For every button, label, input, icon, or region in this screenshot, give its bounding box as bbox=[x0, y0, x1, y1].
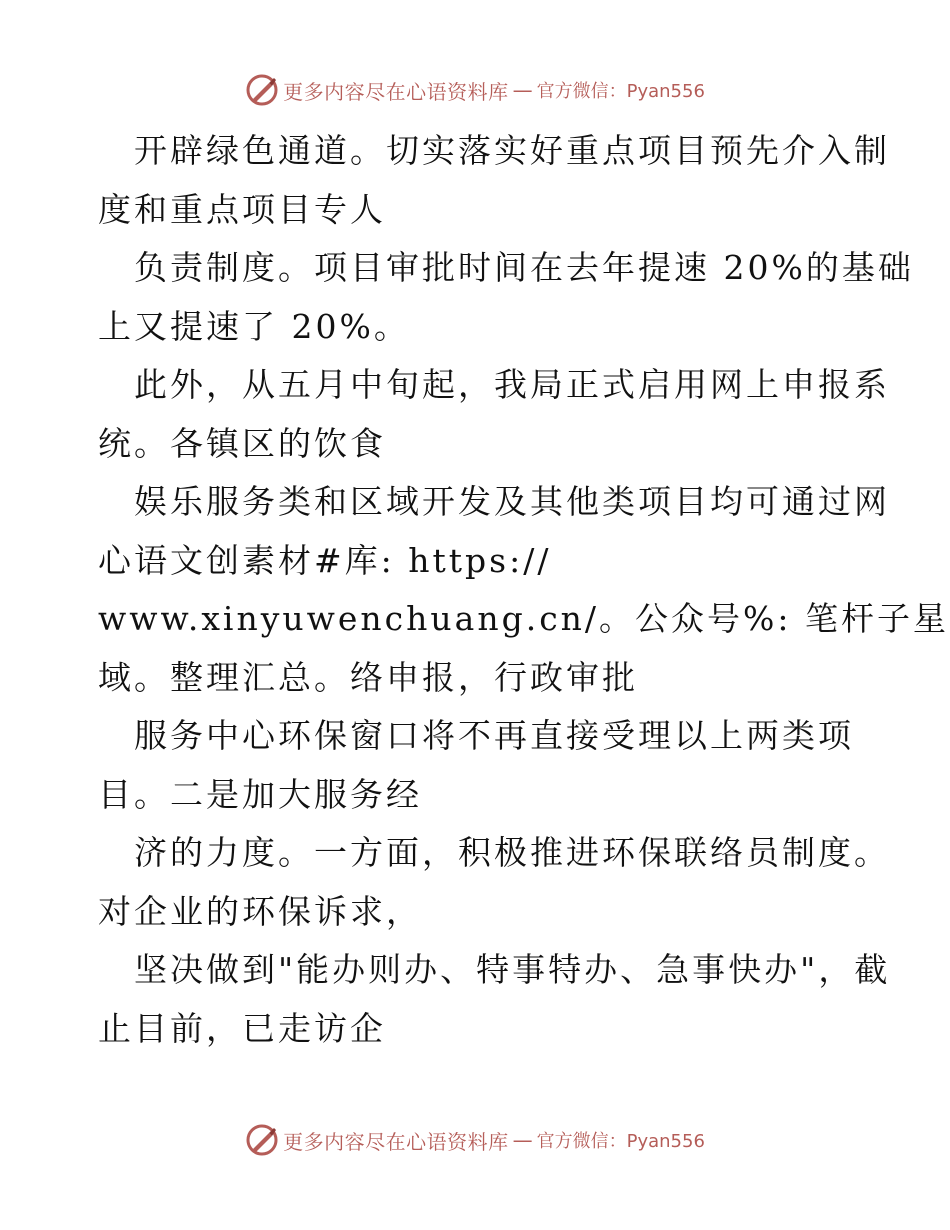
text-line: 目。二是加大服务经 bbox=[98, 774, 422, 814]
header-wechat: 官方微信：Pyan556 bbox=[536, 81, 705, 102]
text-line: 对企业的环保诉求， bbox=[98, 891, 422, 931]
header-text: 更多内容尽在心语资料库 bbox=[283, 79, 509, 104]
header-banner bbox=[0, 70, 950, 110]
footer-wechat: 官方微信：Pyan556 bbox=[536, 1131, 705, 1152]
text-line: 坚决做到"能办则办、特事特办、急事快办"，截 bbox=[134, 950, 891, 989]
text-line: 负责制度。项目审批时间在去年提速 20%的基础 bbox=[134, 248, 914, 287]
text-line: 此外，从五月中旬起，我局正式启用网上申报系 bbox=[134, 365, 890, 404]
text-line: 统。各镇区的饮食 bbox=[98, 423, 386, 463]
text-line: 服务中心环保窗口将不再直接受理以上两类项 bbox=[134, 716, 854, 755]
footer-text: 更多内容尽在心语资料库 bbox=[283, 1129, 509, 1154]
text-line: 心语文创素材#库: https:// bbox=[98, 540, 552, 580]
document-body bbox=[98, 122, 950, 1058]
text-line: 开辟绿色通道。切实落实好重点项目预先介入制 bbox=[134, 131, 890, 170]
text-line: 止目前，已走访企 bbox=[98, 1008, 386, 1048]
pen-logo-icon bbox=[245, 1123, 279, 1157]
header-separator: — bbox=[512, 78, 533, 102]
footer-banner bbox=[0, 1120, 950, 1160]
text-line: 度和重点项目专人 bbox=[98, 189, 386, 229]
text-line: www.xinyuwenchuang.cn/。公众号%: 笔杆子星 bbox=[98, 599, 950, 638]
text-line: 域。整理汇总。络申报，行政审批 bbox=[98, 657, 638, 697]
pen-logo-icon bbox=[245, 73, 279, 107]
text-line: 济的力度。一方面，积极推进环保联络员制度。 bbox=[134, 833, 890, 872]
text-line: 娱乐服务类和区域开发及其他类项目均可通过网 bbox=[134, 482, 890, 521]
footer-separator: — bbox=[512, 1128, 533, 1152]
text-line: 上又提速了 20%。 bbox=[98, 306, 410, 346]
